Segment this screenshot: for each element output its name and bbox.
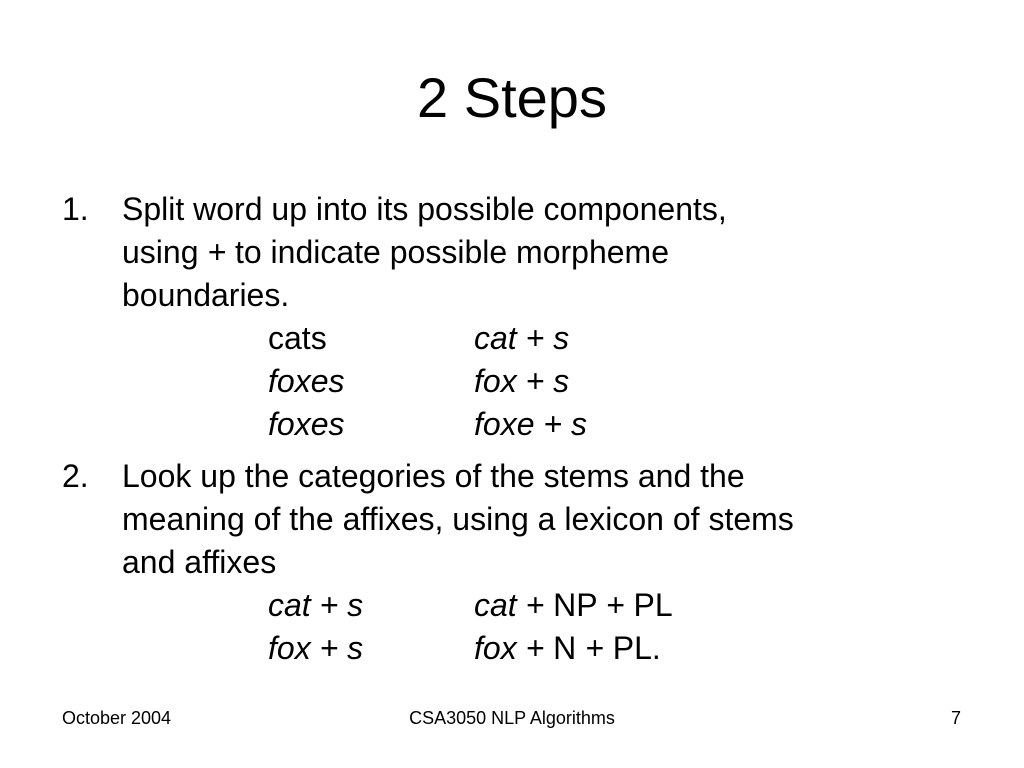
step-2-line-2: meaning of the affixes, using a lexicon of stems — [122, 501, 794, 537]
analysis-plus: + — [585, 630, 604, 666]
step-2-line-1: Look up the categories of the stems and the — [122, 458, 745, 494]
analysis-plural: PL — [612, 630, 652, 666]
step-1-line-2-after: to indicate possible morpheme — [234, 234, 669, 270]
example-analysis: foxe + s — [474, 406, 587, 442]
footer-date: October 2004 — [62, 708, 172, 728]
example-word: cats — [268, 320, 327, 356]
step-1-line-2-before: using — [122, 234, 199, 270]
analysis-category: N — [553, 630, 577, 666]
example-analysis: cat + s — [474, 320, 570, 356]
example-word: foxes — [268, 406, 345, 442]
step-1-number: 1. — [62, 191, 89, 227]
step-2-number: 2. — [62, 458, 89, 494]
step-1-line-3: boundaries. — [122, 277, 290, 313]
example-word: foxes — [268, 363, 345, 399]
example-analysis — [474, 626, 661, 670]
analysis-plus: + — [605, 587, 625, 623]
footer-page-number: 7 — [950, 708, 961, 728]
step-2-line-3: and affixes — [122, 544, 277, 580]
step-1-line-1: Split word up into its possible components, — [122, 191, 727, 227]
analysis-plural: PL — [633, 587, 673, 623]
analysis-category: NP — [553, 587, 598, 623]
step-1-line-2 — [122, 230, 669, 274]
example-analysis — [474, 583, 673, 627]
analysis-stem: cat + — [474, 587, 545, 623]
example-word: cat + s — [268, 587, 364, 623]
example-word: fox + s — [268, 630, 364, 666]
analysis-stem: fox + — [474, 630, 545, 666]
plus-symbol: + — [207, 234, 227, 270]
slide-title: 2 Steps — [417, 66, 607, 129]
example-analysis: fox + s — [474, 363, 570, 399]
footer-course: CSA3050 NLP Algorithms — [409, 708, 615, 728]
analysis-end: . — [651, 630, 661, 666]
